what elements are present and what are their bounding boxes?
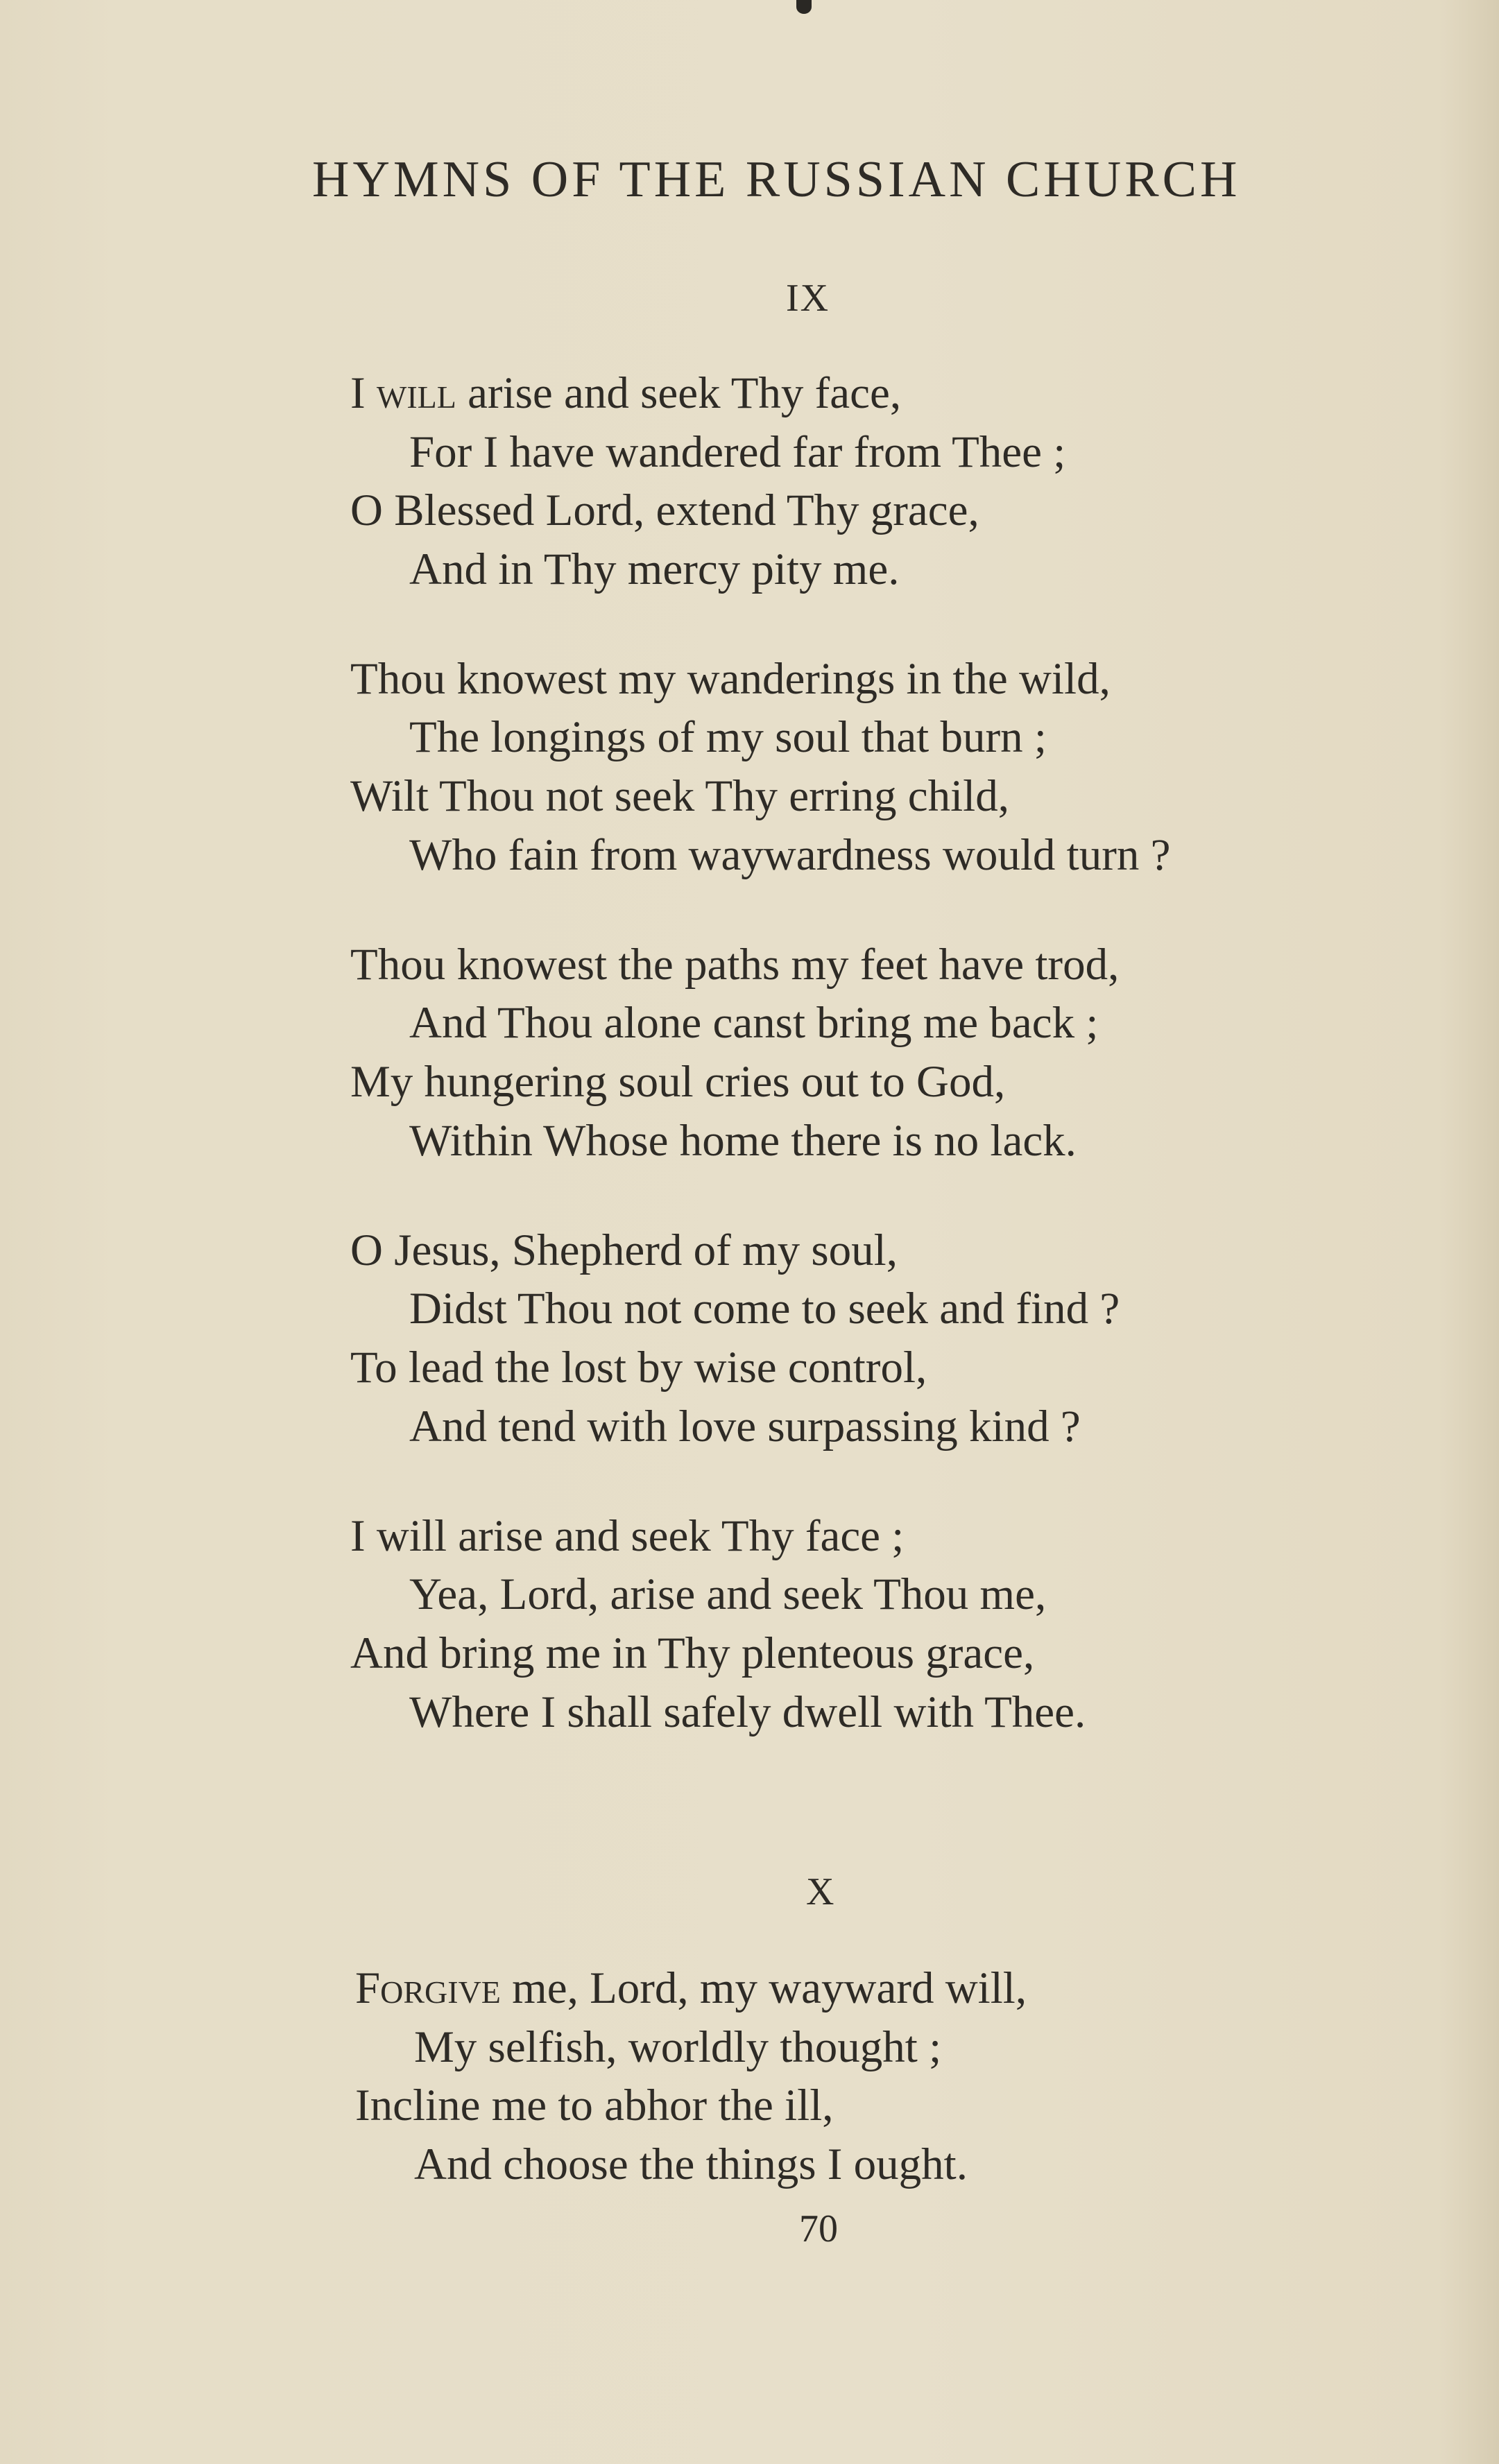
hymn-opening-word: Forgive	[355, 1963, 501, 2013]
page-number: 70	[799, 2207, 838, 2250]
hymn-line: Forgive me, Lord, my wayward will,	[355, 1963, 1027, 2013]
hymn-line: Incline me to abhor the ill,	[355, 2080, 834, 2130]
hymn-line: I will arise and seek Thy face ;	[350, 1511, 905, 1561]
hymn-line: Within Whose home there is no lack.	[409, 1116, 1077, 1166]
hymn-opening-word: I will	[350, 368, 456, 418]
hymn-line: O Jesus, Shepherd of my soul,	[350, 1225, 898, 1275]
running-head: HYMNS OF THE RUSSIAN CHURCH	[312, 151, 1241, 208]
hymn-line: My hungering soul cries out to God,	[350, 1057, 1006, 1107]
hymn-line: Wilt Thou not seek Thy erring child,	[350, 771, 1009, 821]
hymn-line: The longings of my soul that burn ;	[409, 712, 1047, 762]
hymn-line: And choose the things I ought.	[414, 2139, 968, 2189]
hymn-line: Thou knowest the paths my feet have trod,	[350, 940, 1120, 990]
hymn-line: And Thou alone canst bring me back ;	[409, 998, 1099, 1048]
hymn-line: My selfish, worldly thought ;	[414, 2022, 942, 2072]
hymn-line: O Blessed Lord, extend Thy grace,	[350, 485, 979, 535]
hymn-line: Who fain from waywardness would turn ?	[409, 830, 1171, 880]
hymn-line: And in Thy mercy pity me.	[409, 544, 900, 594]
hymn-line: To lead the lost by wise control,	[350, 1343, 927, 1393]
hymn-line: And tend with love surpassing kind ?	[409, 1402, 1081, 1451]
hymn-line: I will arise and seek Thy face,	[350, 368, 902, 418]
hymn-number-ix: IX	[786, 277, 830, 320]
hymn-line: Where I shall safely dwell with Thee.	[409, 1687, 1086, 1737]
hymn-number-x: X	[806, 1870, 836, 1913]
hymn-line: For I have wandered far from Thee ;	[409, 427, 1066, 477]
hymn-line: Thou knowest my wanderings in the wild,	[350, 654, 1111, 704]
hymn-line: And bring me in Thy plenteous grace,	[350, 1628, 1035, 1678]
hymn-line: Yea, Lord, arise and seek Thou me,	[409, 1569, 1047, 1619]
ink-mark	[796, 0, 812, 14]
hymn-line: Didst Thou not come to seek and find ?	[409, 1284, 1120, 1334]
